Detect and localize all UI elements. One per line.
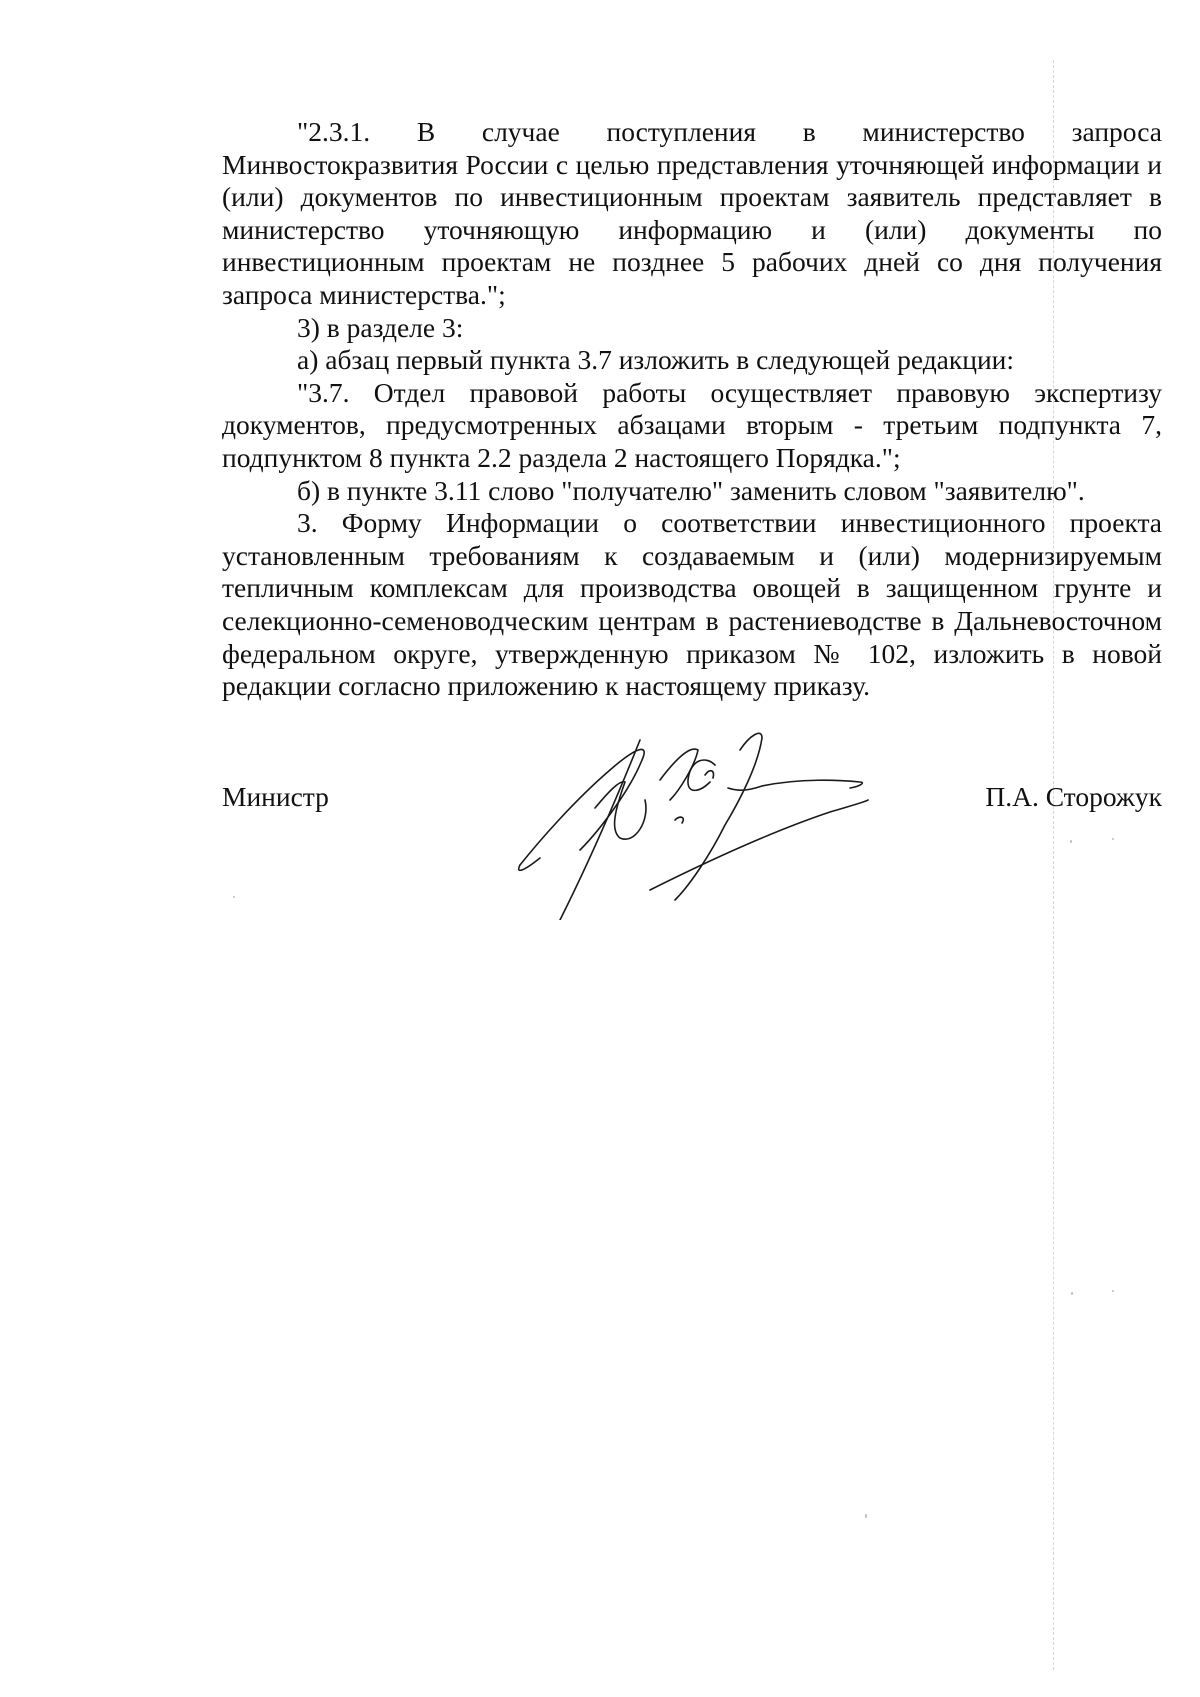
scan-speck bbox=[865, 1514, 867, 1518]
paragraph-section-3: 3) в разделе 3: bbox=[297, 311, 464, 343]
signatory-name: П.А. Сторожук bbox=[985, 781, 1162, 812]
paragraph-2-3-1: "2.3.1. В случае поступления в министерство запроса Минвостокразвития России с целью представления уточняющей информации и (или) документов по инвестиционным проектам заявитель представляет в министерство уточняющую информацию и (или) документы по инвестиционным проектам не позднее 5 рабочих дней со дня получения запроса министерства."; bbox=[222, 116, 1162, 310]
scan-speck bbox=[233, 896, 235, 898]
scan-speck bbox=[1070, 840, 1072, 843]
scan-speck bbox=[1112, 838, 1114, 840]
document-body bbox=[222, 116, 1162, 703]
scan-speck bbox=[1112, 1290, 1114, 1292]
paragraph-3-11: б) в пункте 3.11 слово "получателю" заменить словом "заявителю". bbox=[297, 474, 1085, 506]
handwritten-signature bbox=[500, 720, 940, 920]
paragraph-3-7: "3.7. Отдел правовой работы осуществляет правовую экспертизу документов, предусмотренных абзацами вторым - третьим подпункта 7, подпунктом 8 пункта 2.2 раздела 2 настоящего Порядка."; bbox=[222, 376, 1162, 473]
scan-speck bbox=[1071, 1292, 1073, 1295]
paragraph-3-7-intro: а) абзац первый пункта 3.7 изложить в следующей редакции: bbox=[297, 344, 1015, 376]
signatory-title: Министр bbox=[222, 781, 329, 812]
paragraph-3-form: 3. Форму Информации о соответствии инвестиционного проекта установленным требованиям к создаваемым и (или) модернизируемым тепличным комплексам для производства овощей в защищенном грунте и селекционно-семеноводческим центрам в растениеводстве в Дальневосточном федеральном округе, утвержденную приказом № 102, изложить в новой редакции согласно приложению к настоящему приказу. bbox=[222, 507, 1162, 702]
